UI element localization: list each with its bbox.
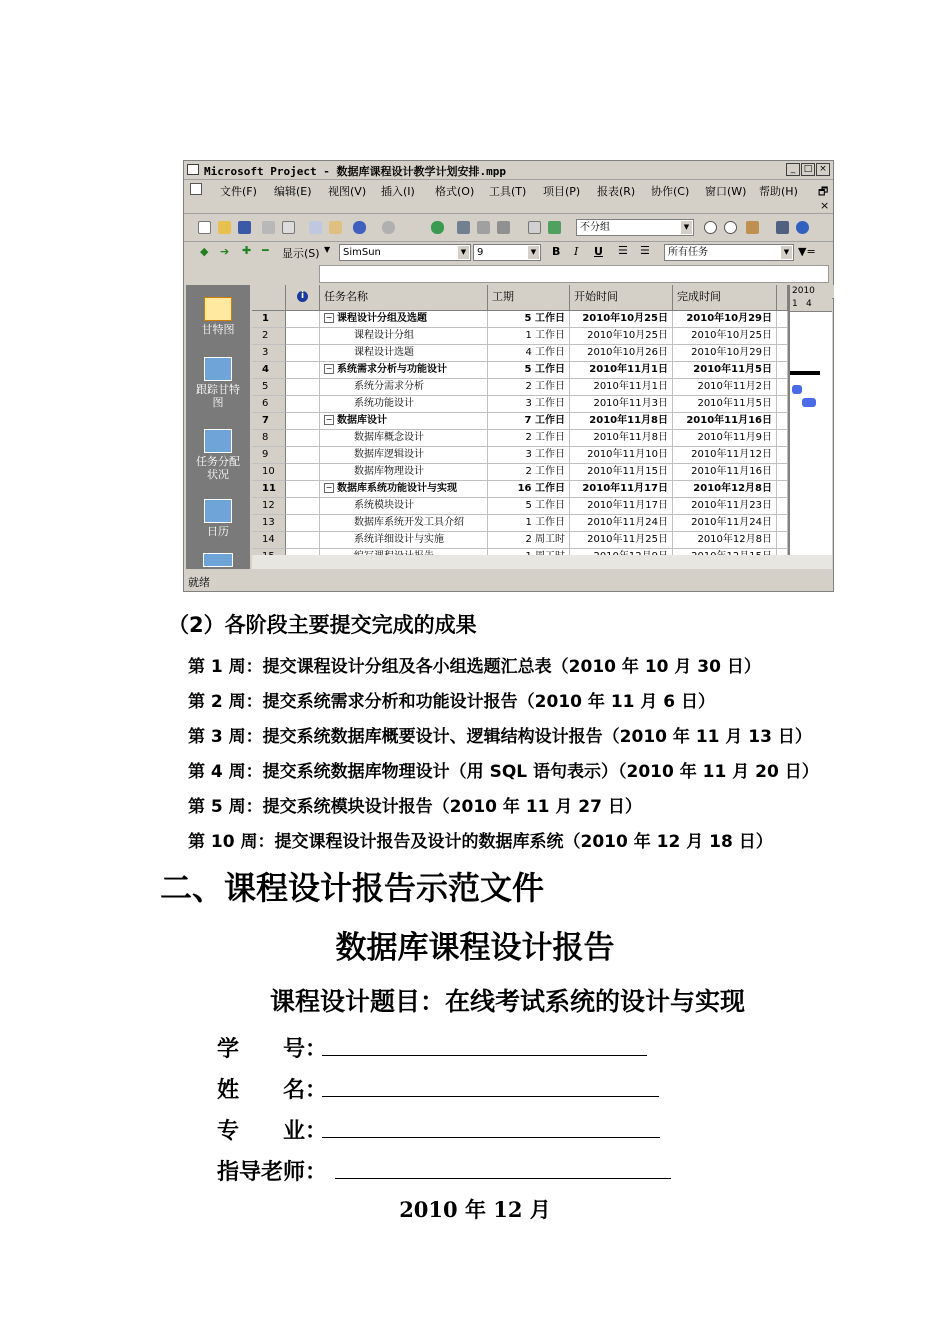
duration-cell[interactable]: 1 工作日 <box>488 515 570 532</box>
week-item: 第 5 周：提交系统模块设计报告（2010 年 11 月 27 日） <box>188 797 642 817</box>
task-name: 系统模块设计 <box>354 500 414 511</box>
gantt-chart-area <box>788 285 832 555</box>
scroll-to-task-icon[interactable] <box>746 221 759 234</box>
entry-bar[interactable] <box>319 265 829 283</box>
week-item: 第 10 周：提交课程设计报告及设计的数据库系统（2010 年 12 月 18 日） <box>188 832 773 852</box>
globe-icon[interactable] <box>431 221 444 234</box>
view-gantt-label: 甘特图 <box>201 323 235 336</box>
menu-window[interactable]: 窗口(W) <box>705 185 747 198</box>
finish-cell[interactable]: 2010年11月5日 <box>673 362 777 379</box>
duration-cell[interactable]: 2 工作日 <box>488 430 570 447</box>
column-header-task-name[interactable]: 任务名称 <box>320 285 488 311</box>
deliverables-heading: （2）各阶段主要提交完成的成果 <box>168 613 477 637</box>
save-icon[interactable] <box>238 221 251 234</box>
extra-cell <box>777 430 788 447</box>
link-icon[interactable] <box>457 221 470 234</box>
timescale-minor <box>790 298 832 312</box>
extra-cell <box>777 328 788 345</box>
underline-button[interactable]: U <box>594 245 603 258</box>
task-name: 数据库系统开发工具介绍 <box>354 517 464 528</box>
table-row[interactable] <box>252 396 788 413</box>
extra-cell <box>777 379 788 396</box>
menu-file[interactable]: 文件(F) <box>220 185 257 198</box>
start-cell[interactable]: 2010年11月8日 <box>570 413 673 430</box>
indicator-cell <box>286 379 320 396</box>
finish-cell[interactable]: 2010年11月9日 <box>673 430 777 447</box>
zoom-in-icon[interactable] <box>704 221 717 234</box>
extra-cell <box>777 311 788 328</box>
menu-bar <box>184 180 833 212</box>
chart-horizontal-scrollbar[interactable] <box>788 555 832 569</box>
zoom-out-icon[interactable] <box>724 221 737 234</box>
task-name: 系统需求分析与功能设计 <box>337 364 447 375</box>
task-name: 系统分需求分析 <box>354 381 424 392</box>
task-name-cell[interactable] <box>320 311 488 328</box>
task-name-cell[interactable] <box>320 430 488 447</box>
view-bar <box>186 285 250 569</box>
extra-cell <box>777 396 788 413</box>
name-blank[interactable] <box>322 1096 659 1097</box>
assign-resources-icon[interactable] <box>548 221 561 234</box>
chevron-down-icon: ▼ <box>681 221 692 234</box>
field-advisor-label: 指导老师： <box>217 1160 328 1185</box>
task-name: 数据库设计 <box>337 415 387 426</box>
table-row[interactable] <box>252 362 788 379</box>
table-row[interactable] <box>252 430 788 447</box>
duration-cell[interactable]: 3 工作日 <box>488 396 570 413</box>
undo-icon[interactable] <box>353 221 366 234</box>
row-id[interactable]: 7 <box>252 413 286 430</box>
task-name: 数据库概念设计 <box>354 432 424 443</box>
row-id[interactable]: 6 <box>252 396 286 413</box>
menu-insert[interactable]: 插入(I) <box>381 185 415 198</box>
indicator-cell <box>286 481 320 498</box>
finish-cell[interactable]: 2010年12月8日 <box>673 532 777 549</box>
start-cell[interactable]: 2010年10月25日 <box>570 311 673 328</box>
finish-cell[interactable]: 2010年10月29日 <box>673 311 777 328</box>
task-name-cell[interactable] <box>320 379 488 396</box>
finish-cell[interactable]: 2010年10月25日 <box>673 328 777 345</box>
extra-cell <box>777 413 788 430</box>
menu-collaborate[interactable]: 协作(C) <box>651 185 690 198</box>
gantt-chart-icon <box>204 297 232 321</box>
show-dropdown[interactable]: 显示(S) <box>282 247 320 260</box>
table-row[interactable] <box>252 481 788 498</box>
extra-cell <box>777 362 788 379</box>
font-value: SimSun <box>343 247 381 258</box>
table-row[interactable] <box>252 498 788 515</box>
timescale-tick: 4 <box>806 299 812 309</box>
indicator-cell <box>286 464 320 481</box>
arrow-right-icon[interactable]: ➔ <box>220 245 230 258</box>
chevron-down-icon: ▼ <box>528 246 539 259</box>
extra-cell <box>777 345 788 362</box>
chevron-down-icon: ▼ <box>458 246 469 259</box>
network-diagram-icon <box>203 553 233 567</box>
calendar-icon <box>204 499 232 523</box>
duration-cell[interactable]: 5 工作日 <box>488 362 570 379</box>
table-row[interactable] <box>252 379 788 396</box>
maximize-button[interactable]: □ <box>801 163 815 176</box>
start-cell[interactable]: 2010年11月25日 <box>570 532 673 549</box>
week-item: 第 2 周：提交系统需求分析和功能设计报告（2010 年 11 月 6 日） <box>188 692 716 712</box>
finish-cell[interactable]: 2010年11月24日 <box>673 515 777 532</box>
table-row[interactable] <box>252 464 788 481</box>
duration-cell[interactable]: 2 工作日 <box>488 464 570 481</box>
duration-cell[interactable]: 5 工作日 <box>488 498 570 515</box>
close-doc-icon[interactable]: × <box>820 199 830 212</box>
filter-value: 所有任务 <box>668 247 708 258</box>
finish-cell[interactable]: 2010年11月12日 <box>673 447 777 464</box>
indicators-header[interactable] <box>286 285 320 311</box>
field-name-label: 姓 名： <box>217 1078 328 1103</box>
column-header-extra[interactable] <box>777 285 788 311</box>
start-cell[interactable]: 2010年11月8日 <box>570 430 673 447</box>
extra-cell <box>777 481 788 498</box>
chevron-down-icon: ▼ <box>324 245 331 254</box>
bold-button[interactable]: B <box>552 245 561 258</box>
field-student-id-label: 学 号： <box>217 1037 328 1062</box>
duration-cell[interactable]: 16 工作日 <box>488 481 570 498</box>
tracking-gantt-icon <box>204 357 232 381</box>
plus-icon[interactable]: ✚ <box>242 244 252 257</box>
window-title: Microsoft Project - 数据库课程设计教学计划安排.mpp <box>204 165 506 178</box>
row-id[interactable]: 5 <box>252 379 286 396</box>
align-left-icon[interactable]: ☰ <box>618 244 628 257</box>
info-icon: i <box>297 291 308 302</box>
task-bar <box>802 398 816 407</box>
indicator-cell <box>286 396 320 413</box>
row-id[interactable]: 11 <box>252 481 286 498</box>
task-name: 系统详细设计与实施 <box>354 534 444 545</box>
start-cell[interactable]: 2010年10月26日 <box>570 345 673 362</box>
restore-doc-icon[interactable]: 🗗 <box>818 185 829 198</box>
row-id[interactable]: 14 <box>252 532 286 549</box>
task-name: 系统功能设计 <box>354 398 414 409</box>
view-network[interactable] <box>186 553 250 569</box>
indicator-cell <box>286 311 320 328</box>
table-row[interactable] <box>252 532 788 549</box>
table-row[interactable] <box>252 413 788 430</box>
help-icon[interactable] <box>796 221 809 234</box>
grid-horizontal-scrollbar[interactable] <box>252 555 788 569</box>
start-cell[interactable]: 2010年11月3日 <box>570 396 673 413</box>
menu-help[interactable]: 帮助(H) <box>759 185 798 198</box>
extra-cell <box>777 498 788 515</box>
finish-cell[interactable]: 2010年11月2日 <box>673 379 777 396</box>
view-calendar[interactable] <box>186 499 250 538</box>
task-name-cell[interactable] <box>320 481 488 498</box>
copy-picture-icon[interactable] <box>776 221 789 234</box>
report-topic: 课程设计题目：在线考试系统的设计与实现 <box>269 987 745 1016</box>
font-size-combo[interactable] <box>473 244 541 261</box>
row-id[interactable]: 3 <box>252 345 286 362</box>
duration-cell[interactable]: 5 工作日 <box>488 311 570 328</box>
start-cell[interactable]: 2010年11月1日 <box>570 379 673 396</box>
indicator-cell <box>286 532 320 549</box>
indicator-cell <box>286 515 320 532</box>
view-calendar-label: 日历 <box>207 525 229 538</box>
unlink-icon[interactable] <box>477 221 490 234</box>
start-cell[interactable]: 2010年11月24日 <box>570 515 673 532</box>
finish-cell[interactable]: 2010年11月23日 <box>673 498 777 515</box>
row-id[interactable]: 8 <box>252 430 286 447</box>
table-row[interactable] <box>252 311 788 328</box>
chevron-down-icon: ▼ <box>781 246 792 259</box>
start-cell[interactable]: 2010年10月25日 <box>570 328 673 345</box>
duration-cell[interactable]: 3 工作日 <box>488 447 570 464</box>
split-icon[interactable] <box>497 221 510 234</box>
task-name-cell[interactable] <box>320 532 488 549</box>
paste-icon[interactable] <box>329 221 342 234</box>
row-id-header[interactable] <box>252 285 286 311</box>
duration-cell[interactable]: 7 工作日 <box>488 413 570 430</box>
menu-view[interactable]: 视图(V) <box>328 185 367 198</box>
new-icon[interactable] <box>198 221 211 234</box>
timescale-tick: 1 <box>792 299 798 309</box>
standard-toolbar <box>184 216 833 240</box>
report-date: 2010 年 12 月 <box>399 1197 551 1222</box>
finish-cell[interactable]: 2010年11月5日 <box>673 396 777 413</box>
week-item: 第 1 周：提交课程设计分组及各小组选题汇总表（2010 年 10 月 30 日） <box>188 657 761 677</box>
close-button[interactable]: × <box>816 163 830 176</box>
duration-cell[interactable]: 4 工作日 <box>488 345 570 362</box>
table-row[interactable] <box>252 345 788 362</box>
menu-format[interactable]: 格式(O) <box>435 185 475 198</box>
ms-project-window <box>183 160 834 592</box>
menu-edit[interactable]: 编辑(E) <box>274 185 312 198</box>
italic-button[interactable]: I <box>574 245 579 258</box>
table-row[interactable] <box>252 328 788 345</box>
task-name-cell[interactable] <box>320 464 488 481</box>
project-app-icon <box>187 164 199 175</box>
view-gantt[interactable] <box>186 297 250 336</box>
task-name-cell[interactable] <box>320 498 488 515</box>
status-text: 就绪 <box>188 576 210 589</box>
column-header-duration[interactable]: 工期 <box>488 285 570 311</box>
task-name-cell[interactable] <box>320 362 488 379</box>
menu-tools[interactable]: 工具(T) <box>489 185 527 198</box>
advisor-blank[interactable] <box>335 1178 671 1179</box>
task-name: 数据库物理设计 <box>354 466 424 477</box>
duration-cell[interactable]: 2 周工时 <box>488 532 570 549</box>
indicator-cell <box>286 413 320 430</box>
finish-cell[interactable]: 2010年11月16日 <box>673 413 777 430</box>
task-name: 数据库逻辑设计 <box>354 449 424 460</box>
indicator-cell <box>286 345 320 362</box>
column-header-start[interactable]: 开始时间 <box>570 285 673 311</box>
start-cell[interactable]: 2010年11月1日 <box>570 362 673 379</box>
menu-report[interactable]: 报表(R) <box>597 185 636 198</box>
start-cell[interactable]: 2010年11月10日 <box>570 447 673 464</box>
task-name-cell[interactable] <box>320 345 488 362</box>
indicator-cell <box>286 362 320 379</box>
row-id[interactable]: 9 <box>252 447 286 464</box>
start-cell[interactable]: 2010年11月17日 <box>570 481 673 498</box>
major-blank[interactable] <box>322 1137 660 1138</box>
task-name-cell[interactable] <box>320 413 488 430</box>
filter-combo[interactable] <box>664 244 794 261</box>
font-size-value: 9 <box>477 247 484 258</box>
collapse-icon[interactable]: − <box>325 483 333 492</box>
collapse-icon[interactable]: − <box>325 415 333 424</box>
extra-cell <box>777 515 788 532</box>
task-name: 课程设计分组 <box>354 330 414 341</box>
print-preview-icon[interactable] <box>282 221 295 234</box>
row-id[interactable]: 13 <box>252 515 286 532</box>
finish-cell[interactable]: 2010年12月8日 <box>673 481 777 498</box>
minimize-button[interactable]: _ <box>786 163 800 176</box>
copy-icon[interactable] <box>309 221 322 234</box>
task-name-cell[interactable] <box>320 447 488 464</box>
start-cell[interactable]: 2010年11月17日 <box>570 498 673 515</box>
start-cell[interactable]: 2010年11月15日 <box>570 464 673 481</box>
indicator-cell <box>286 328 320 345</box>
document-icon <box>190 183 202 195</box>
row-id[interactable]: 1 <box>252 311 286 328</box>
title-bar <box>184 161 833 180</box>
section-heading: 二、课程设计报告示范文件 <box>160 869 545 907</box>
minus-icon[interactable]: ━ <box>262 244 269 257</box>
week-item: 第 4 周：提交系统数据库物理设计（用 SQL 语句表示）（2010 年 11 月 20 日） <box>188 762 819 782</box>
collapse-icon[interactable]: − <box>325 313 333 322</box>
view-task-usage[interactable] <box>186 429 250 481</box>
timescale-major: 2010 <box>790 285 834 299</box>
task-name: 课程设计选题 <box>354 347 414 358</box>
table-row[interactable] <box>252 447 788 464</box>
task-table <box>252 285 788 555</box>
group-by-value: 不分组 <box>580 222 610 233</box>
field-major-label: 专 业： <box>217 1119 328 1144</box>
align-center-icon[interactable]: ☰ <box>640 244 650 257</box>
task-info-icon[interactable] <box>528 221 541 234</box>
duration-cell[interactable]: 2 工作日 <box>488 379 570 396</box>
task-name: 数据库系统功能设计与实现 <box>337 483 457 494</box>
extra-cell <box>777 532 788 549</box>
student-id-blank[interactable] <box>322 1055 647 1056</box>
indicator-cell <box>286 430 320 447</box>
row-id[interactable]: 10 <box>252 464 286 481</box>
view-task-usage-label: 任务分配状况 <box>196 455 240 481</box>
row-id[interactable]: 12 <box>252 498 286 515</box>
formatting-toolbar <box>184 242 833 264</box>
arrow-left-icon[interactable]: ◆ <box>200 245 209 258</box>
status-bar <box>184 571 833 591</box>
task-name-cell[interactable] <box>320 515 488 532</box>
group-by-combo[interactable] <box>576 219 694 236</box>
task-name-cell[interactable] <box>320 396 488 413</box>
redo-icon[interactable] <box>382 221 395 234</box>
task-name: 课程设计分组及选题 <box>337 313 427 324</box>
view-tracking-gantt-label: 跟踪甘特图 <box>196 383 240 409</box>
indicator-cell <box>286 498 320 515</box>
week-item: 第 3 周：提交系统数据库概要设计、逻辑结构设计报告（2010 年 11 月 13 日） <box>188 727 812 747</box>
menu-project[interactable]: 项目(P) <box>543 185 581 198</box>
table-row[interactable] <box>252 515 788 532</box>
extra-cell <box>777 464 788 481</box>
view-tracking-gantt[interactable] <box>186 357 250 409</box>
summary-bar <box>790 371 820 375</box>
font-combo[interactable] <box>339 244 471 261</box>
extra-cell <box>777 447 788 464</box>
indicator-cell <box>286 447 320 464</box>
open-icon[interactable] <box>218 221 231 234</box>
task-bar <box>792 385 802 394</box>
finish-cell[interactable]: 2010年11月16日 <box>673 464 777 481</box>
autofilter-icon[interactable]: ▼= <box>798 245 816 258</box>
row-id[interactable]: 4 <box>252 362 286 379</box>
finish-cell[interactable]: 2010年10月29日 <box>673 345 777 362</box>
report-title: 数据库课程设计报告 <box>335 930 615 966</box>
duration-cell[interactable]: 1 工作日 <box>488 328 570 345</box>
column-header-finish[interactable]: 完成时间 <box>673 285 777 311</box>
print-icon[interactable] <box>262 221 275 234</box>
task-name-cell[interactable] <box>320 328 488 345</box>
collapse-icon[interactable]: − <box>325 364 333 373</box>
task-usage-icon <box>204 429 232 453</box>
row-id[interactable]: 2 <box>252 328 286 345</box>
